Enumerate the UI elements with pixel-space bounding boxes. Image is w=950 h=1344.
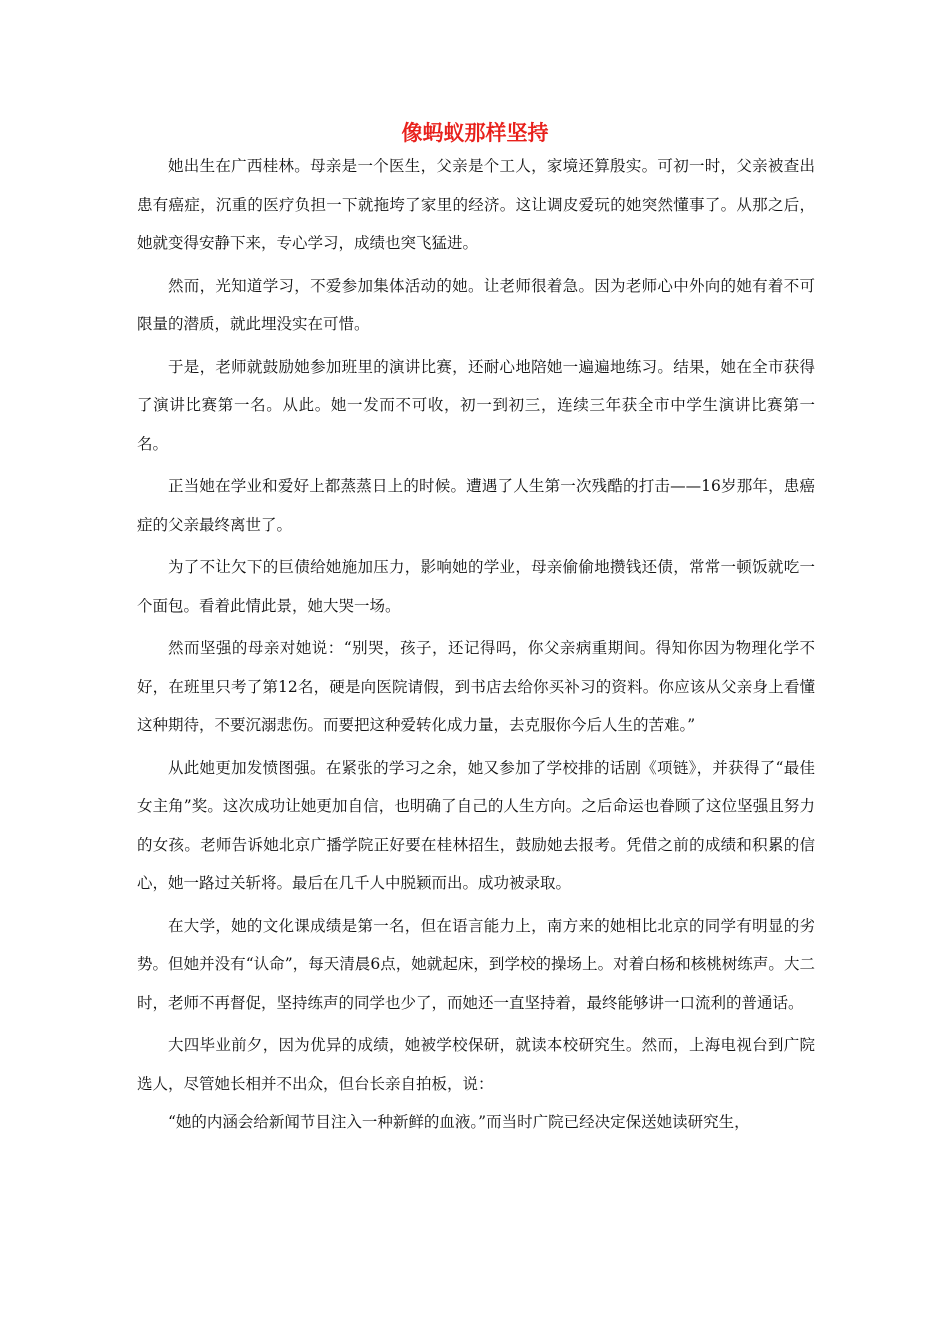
paragraph-4: 正当她在学业和爱好上都蒸蒸日上的时候。遭遇了人生第一次残酷的打击——16岁那年，患癌症的父亲最终离世了。: [137, 477, 815, 534]
article-title: 像蚂蚁那样坚持: [401, 121, 549, 145]
paragraph-1: 她出生在广西桂林。母亲是一个医生，父亲是个工人，家境还算殷实。可初一时，父亲被查出患有癌症，沉重的医疗负担一下就拖垮了家里的经济。这让调皮爱玩的她突然懂事了。从那之后，她就变得安静下来，专心学习，成绩也突飞猛进。: [137, 157, 815, 252]
paragraph-6: 然而坚强的母亲对她说：“别哭，孩子，还记得吗，你父亲病重期间。得知你因为物理化学不好，在班里只考了第12名，硬是向医院请假，到书店去给你买补习的资料。你应该从父亲身上看懂这种期待，不要沉溺悲伤。而要把这种爱转化成力量，去克服你今后人生的苦难。”: [137, 639, 815, 734]
paragraph-7: 从此她更加发愤图强。在紧张的学习之余，她又参加了学校排的话剧《项链》，并获得了“最佳女主角”奖。这次成功让她更加自信，也明确了自己的人生方向。之后命运也眷顾了这位坚强且努力的女孩。老师告诉她北京广播学院正好要在桂林招生，鼓励她去报考。凭借之前的成绩和积累的信心，她一路过关斩将。最后在几千人中脱颖而出。成功被录取。: [137, 758, 815, 892]
paragraph-10: “她的内涵会给新闻节目注入一种新鲜的血液。”而当时广院已经决定保送她读研究生，: [168, 1113, 750, 1131]
paragraph-9: 大四毕业前夕，因为优异的成绩，她被学校保研，就读本校研究生。然而，上海电视台到广院选人，尽管她长相并不出众，但台长亲自拍板，说：: [137, 1036, 815, 1093]
paragraph-3: 于是，老师就鼓励她参加班里的演讲比赛，还耐心地陪她一遍遍地练习。结果，她在全市获得了演讲比赛第一名。从此。她一发而不可收，初一到初三，连续三年获全市中学生演讲比赛第一名。: [137, 357, 815, 453]
paragraph-5: 为了不让欠下的巨债给她施加压力，影响她的学业，母亲偷偷地攒钱还债，常常一顿饭就吃一个面包。看着此情此景，她大哭一场。: [137, 558, 815, 615]
paragraph-8: 在大学，她的文化课成绩是第一名，但在语言能力上，南方来的她相比北京的同学有明显的劣势。但她并没有“认命”，每天清晨6点，她就起床，到学校的操场上。对着白杨和核桃树练声。大二时，老师不再督促，坚持练声的同学也少了，而她还一直坚持着，最终能够讲一口流利的普通话。: [137, 916, 815, 1012]
paragraph-2: 然而，光知道学习，不爱参加集体活动的她。让老师很着急。因为老师心中外向的她有着不可限量的潜质，就此埋没实在可惜。: [137, 276, 815, 333]
article-body: [137, 147, 815, 1142]
